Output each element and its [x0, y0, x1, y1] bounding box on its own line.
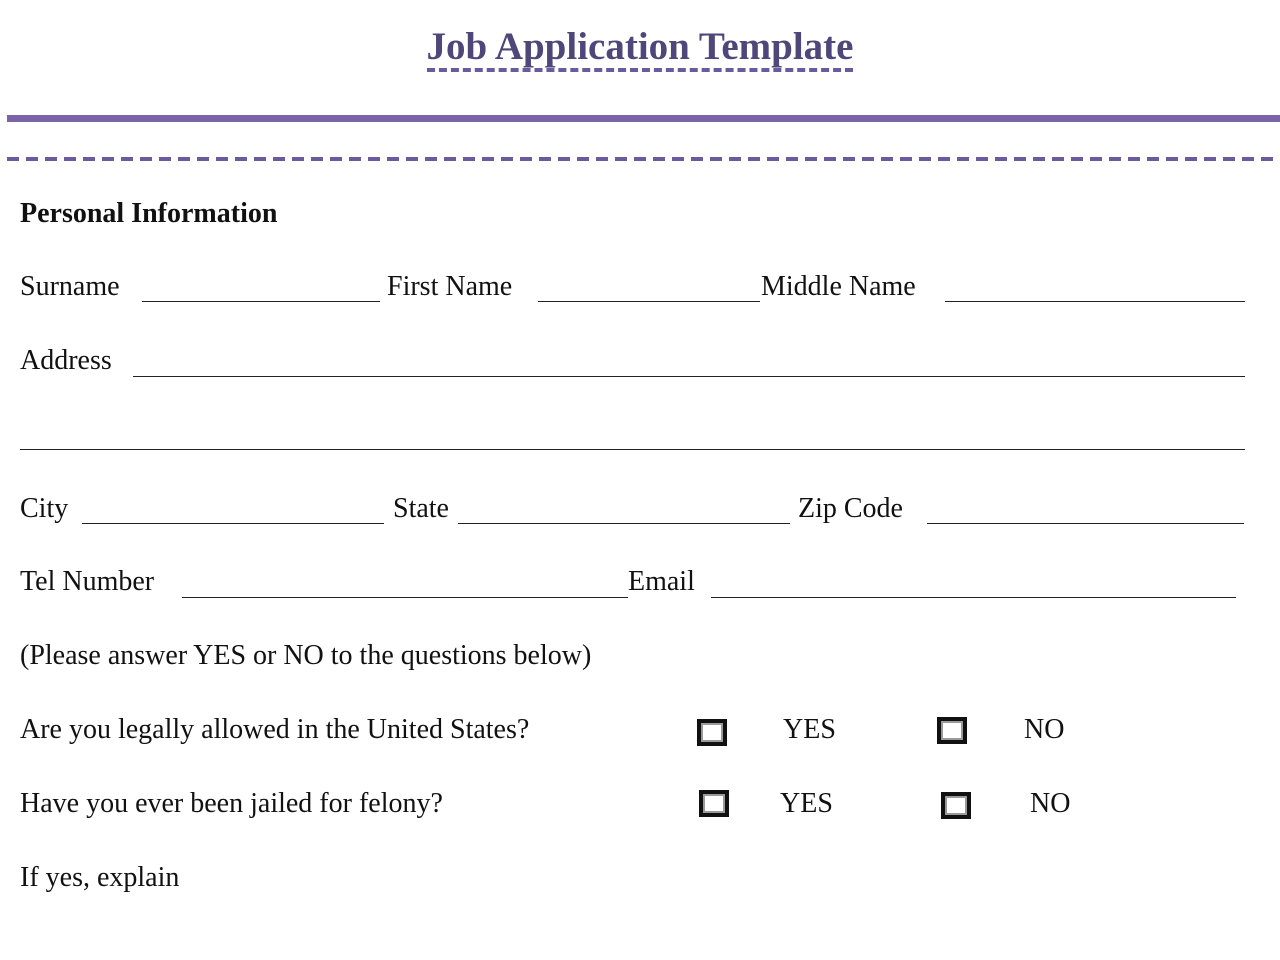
first-name-field[interactable] — [538, 301, 760, 302]
question-jailed-felony: Have you ever been jailed for felony? — [20, 788, 443, 819]
explain-label: If yes, explain — [20, 862, 180, 893]
address-field[interactable] — [133, 376, 1245, 377]
email-label: Email — [628, 566, 695, 597]
question-legally-allowed: Are you legally allowed in the United States? — [20, 714, 530, 745]
jailed-felony-yes-checkbox[interactable] — [699, 790, 729, 817]
jailed-felony-no-label: NO — [1030, 788, 1071, 819]
tel-number-field[interactable] — [182, 597, 628, 598]
title-text: Job Application Template — [427, 25, 854, 72]
state-label: State — [393, 493, 449, 524]
dashed-divider — [7, 157, 1280, 161]
city-label: City — [20, 493, 69, 524]
address-line2-field[interactable] — [20, 449, 1245, 450]
zip-code-label: Zip Code — [798, 493, 903, 524]
jailed-felony-yes-label: YES — [780, 788, 833, 819]
first-name-label: First Name — [387, 271, 513, 302]
surname-label: Surname — [20, 271, 120, 302]
legally-allowed-yes-checkbox[interactable] — [697, 719, 727, 746]
section-heading-personal-information: Personal Information — [20, 198, 278, 229]
tel-number-label: Tel Number — [20, 566, 155, 597]
state-field[interactable] — [458, 523, 790, 524]
legally-allowed-no-checkbox[interactable] — [937, 717, 967, 744]
middle-name-label: Middle Name — [761, 271, 916, 302]
legally-allowed-yes-label: YES — [783, 714, 836, 745]
zip-code-field[interactable] — [927, 523, 1244, 524]
address-label: Address — [20, 345, 112, 376]
surname-field[interactable] — [142, 301, 380, 302]
city-field[interactable] — [82, 523, 384, 524]
legally-allowed-no-label: NO — [1024, 714, 1065, 745]
solid-divider — [7, 115, 1280, 122]
document-title — [0, 22, 1280, 72]
email-field[interactable] — [711, 597, 1236, 598]
jailed-felony-no-checkbox[interactable] — [941, 792, 971, 819]
questions-instruction: (Please answer YES or NO to the questions below) — [20, 640, 592, 671]
middle-name-field[interactable] — [945, 301, 1245, 302]
